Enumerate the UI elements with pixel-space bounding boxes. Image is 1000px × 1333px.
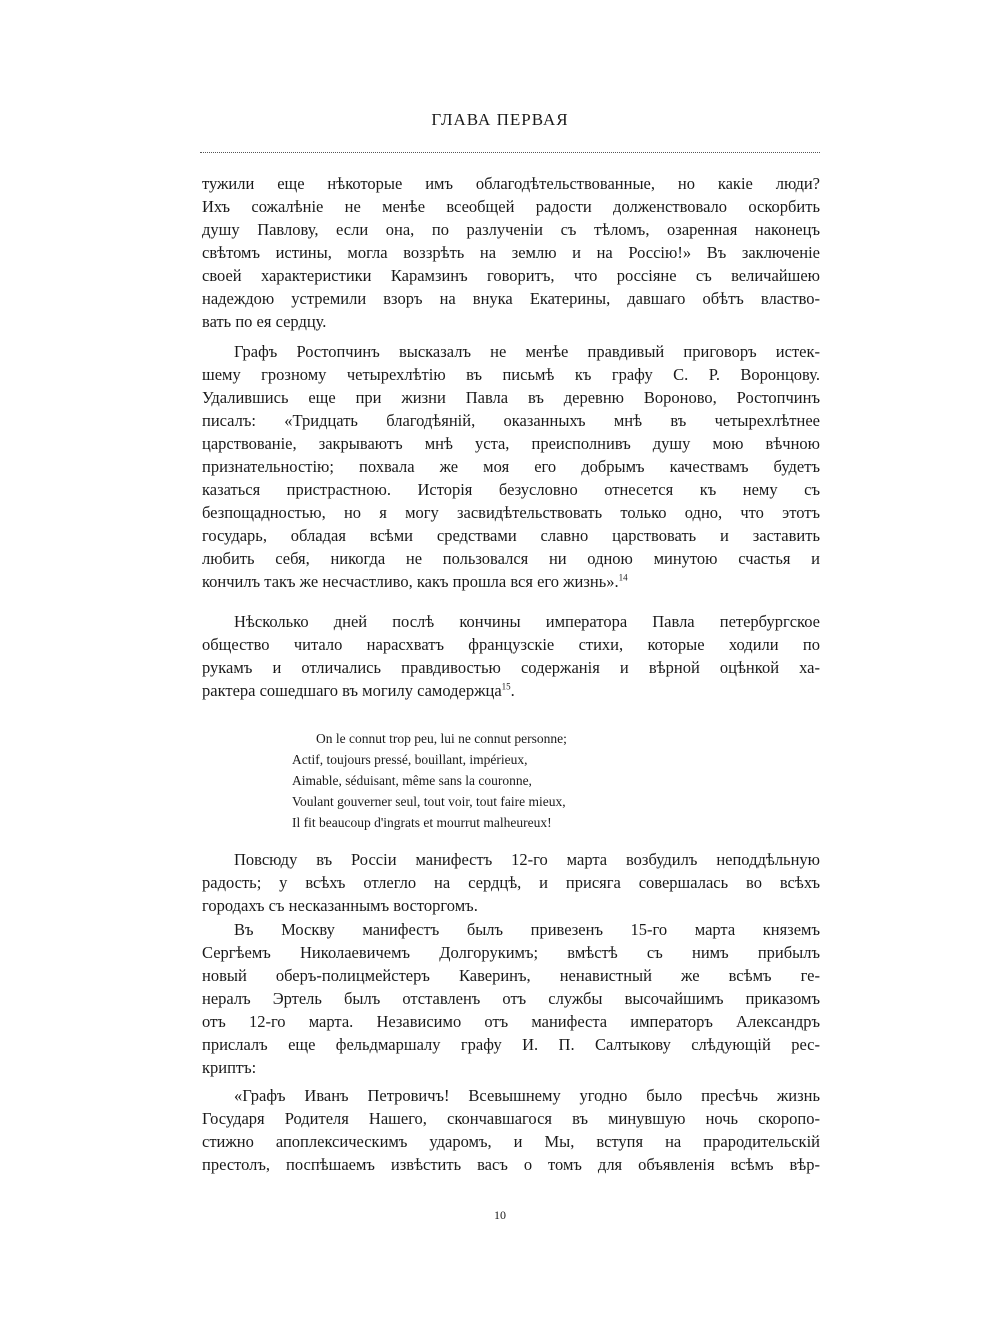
- text-line: престолъ, поспѣшаемъ извѣстить васъ о томъ для объявленія всѣмъ вѣр-: [202, 1155, 820, 1174]
- paragraph-karamzin: [202, 172, 820, 333]
- page-number: 10: [494, 1208, 506, 1222]
- text-line-body: кончилъ такъ же несчастливо, какъ прошла вся его жизнь»: [202, 572, 615, 591]
- paragraph-french-verses-intro: [202, 610, 820, 702]
- text-line: душу Павлову, если она, по разлученіи съ тѣломъ, озаренная наконецъ: [202, 220, 820, 239]
- text-line: нералъ Эртель былъ отставленъ отъ службы высочайшимъ приказомъ: [202, 989, 820, 1008]
- text-line: тужили еще нѣкоторые имъ облагодѣтельствованные, но какіе люди?: [202, 174, 820, 193]
- text-line: криптъ:: [202, 1058, 257, 1077]
- text-line: Ихъ сожалѣніе не менѣе всеобщей радости долженствовало оскорбить: [202, 197, 820, 216]
- header-rule: [200, 152, 820, 153]
- verse-line: Voulant gouverner seul, tout voir, tout faire mieux,: [292, 794, 566, 809]
- footnote-marker: 14: [618, 572, 628, 583]
- text-line: прислалъ еще фельдмаршалу графу И. П. Салтыкову слѣдующій рес-: [202, 1035, 820, 1054]
- text-line: Въ Москву манифестъ былъ привезенъ 15-го марта княземъ: [234, 920, 820, 939]
- text-line: писалъ: «Тридцать благодѣяній, оказанныхъ мнѣ въ четырехлѣтнее: [202, 411, 820, 430]
- text-line: любить себя, никогда не пользовался ни одною минутою счастья и: [202, 549, 820, 568]
- text-line: свѣтомъ истины, могла воззрѣть на землю и на Россію!» Въ заключеніе: [202, 243, 820, 262]
- paragraph-manifest-joy: [202, 848, 820, 917]
- text-line: признательностію; похвала же моя его добрымъ качествамъ будетъ: [202, 457, 820, 476]
- text-line: городахъ съ несказаннымъ восторгомъ.: [202, 896, 478, 915]
- text-line: Удалившись еще при жизни Павла въ деревню Вороново, Ростопчинъ: [202, 388, 820, 407]
- text-line: шему грозному четырехлѣтію въ письмѣ къ графу С. Р. Воронцову.: [202, 365, 820, 384]
- text-line: Сергѣемъ Николаевичемъ Долгорукимъ; вмѣстѣ съ нимъ прибылъ: [202, 943, 820, 962]
- verse-line: Il fit beaucoup d'ingrats et mourrut malheureux!: [292, 815, 552, 830]
- text-line: «Графъ Иванъ Петровичъ! Всевышнему угодно было пресѣчь жизнь: [234, 1086, 820, 1105]
- paragraph-rostopchin: [202, 340, 820, 593]
- text-line: государь, обладая всѣми средствами славно царствовать и заставить: [202, 526, 820, 545]
- text-line: Графъ Ростопчинъ высказалъ не менѣе правдивый приговоръ истек-: [234, 342, 820, 361]
- text-line: общество читало нарасхватъ французскіе стихи, которые ходили по: [202, 635, 820, 654]
- text-line: надеждою устремили взоръ на внука Екатерины, давшаго обѣтъ властво-: [202, 289, 820, 308]
- text-line: Повсюду въ Россіи манифестъ 12-го марта возбудилъ неподдѣльную: [234, 850, 820, 869]
- verse-line: Aimable, séduisant, même sans la couronne,: [292, 773, 532, 788]
- text-line: безпощадностью, но я могу засвидѣтельствовать только одно, что этотъ: [202, 503, 820, 522]
- text-line: отъ 12-го марта. Независимо отъ манифеста императоръ Александръ: [202, 1012, 820, 1031]
- text-line-body: рактера сошедшаго въ могилу самодержца: [202, 681, 502, 700]
- paragraph-rescript: [202, 1084, 820, 1176]
- text-line: рукамъ и отличались правдивостью содержанія и вѣрной оцѣнкой ха-: [202, 658, 820, 677]
- text-line: своей характеристики Карамзинъ говоритъ, что россіяне съ величайшею: [202, 266, 820, 285]
- text-line: новый оберъ-полицмейстеръ Каверинъ, ненавистный же всѣмъ ге-: [202, 966, 820, 985]
- text-line: вать по ея сердцу.: [202, 312, 327, 331]
- footnote-marker: 15: [501, 681, 511, 692]
- text-line: царствованіе, закрываютъ мнѣ уста, преисполнивъ душу мою вѣчною: [202, 434, 820, 453]
- verse-line: On le connut trop peu, lui ne connut personne;: [316, 731, 567, 746]
- verse-line: Actif, toujours pressé, bouillant, impérieux,: [292, 752, 528, 767]
- text-line: Государя Родителя Нашего, скончавшагося въ минувшую ночь скоропо-: [202, 1109, 820, 1128]
- text-line: стижно апоплексическимъ ударомъ, и Мы, вступя на прародительскій: [202, 1132, 820, 1151]
- text-line: рактера сошедшаго въ могилу самодержца$^{15}$.: [202, 681, 515, 700]
- paragraph-moscow: [202, 918, 820, 1079]
- french-verse: [292, 728, 567, 833]
- chapter-header: ГЛАВА ПЕРВАЯ: [431, 110, 569, 129]
- text-line: кончилъ такъ же несчастливо, какъ прошла вся его жизнь».$^{14}$: [202, 572, 628, 591]
- text-line: казаться пристрастною. Исторія безусловно отнесется къ нему съ: [202, 480, 820, 499]
- text-line: Нѣсколько дней послѣ кончины императора Павла петербургское: [234, 612, 820, 631]
- text-line: радость; у всѣхъ отлегло на сердцѣ, и присяга совершалась во всѣхъ: [202, 873, 820, 892]
